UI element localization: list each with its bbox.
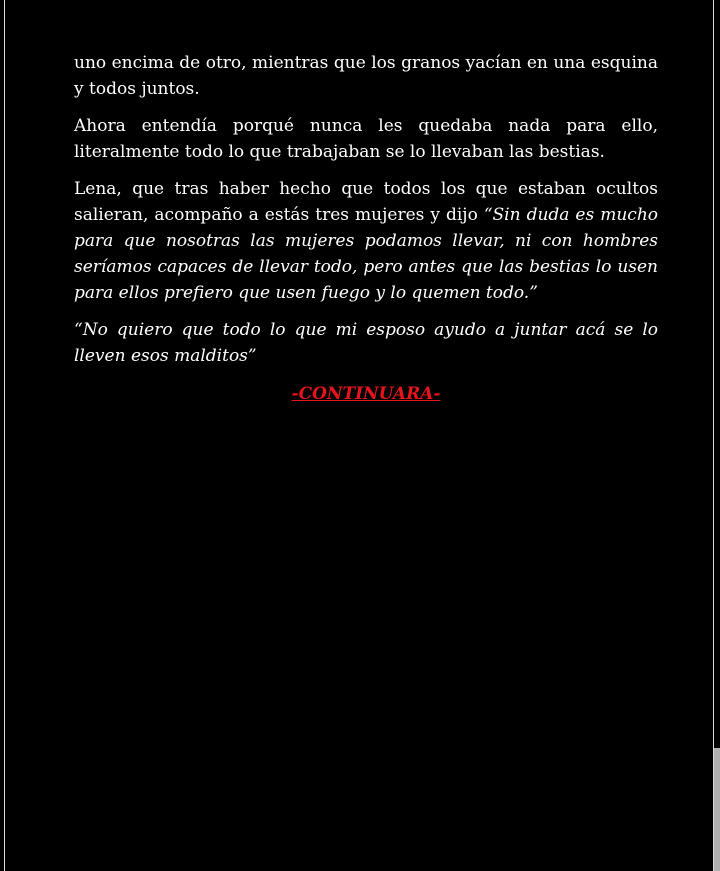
page-frame [4, 0, 714, 871]
paragraph-2-text: Ahora entendía porqué nunca les quedaba nada para ello, literalmente todo lo que trabajaban se lo llevaban las bestias. [74, 116, 658, 162]
paragraph-1-text: uno encima de otro, mientras que los granos yacían en una esquina y todos juntos. [74, 53, 658, 99]
paragraph-3-text: Lena, que tras haber hecho que todos los que estaban ocultos salieran, acompaño a estás tres mujeres y dijo [74, 179, 658, 225]
paragraph-4 [74, 317, 658, 369]
paragraph-4-quote: “No quiero que todo lo que mi esposo ayudo a juntar acá se lo lleven esos malditos” [74, 320, 658, 366]
paragraph-2 [74, 113, 658, 165]
scrollbar-thumb[interactable] [714, 748, 720, 871]
paragraph-3 [74, 176, 658, 306]
paragraph-3-quote: “Sin duda es mucho para que nosotras las mujeres podamos llevar, ni con hombres seríamos capaces de llevar todo, pero antes que las bestias lo usen para ellos prefiero que usen fuego y lo quemen todo.” [74, 205, 658, 303]
document-body [74, 50, 658, 407]
continuara-label: -CONTINUARA- [291, 384, 441, 404]
paragraph-1 [74, 50, 658, 102]
